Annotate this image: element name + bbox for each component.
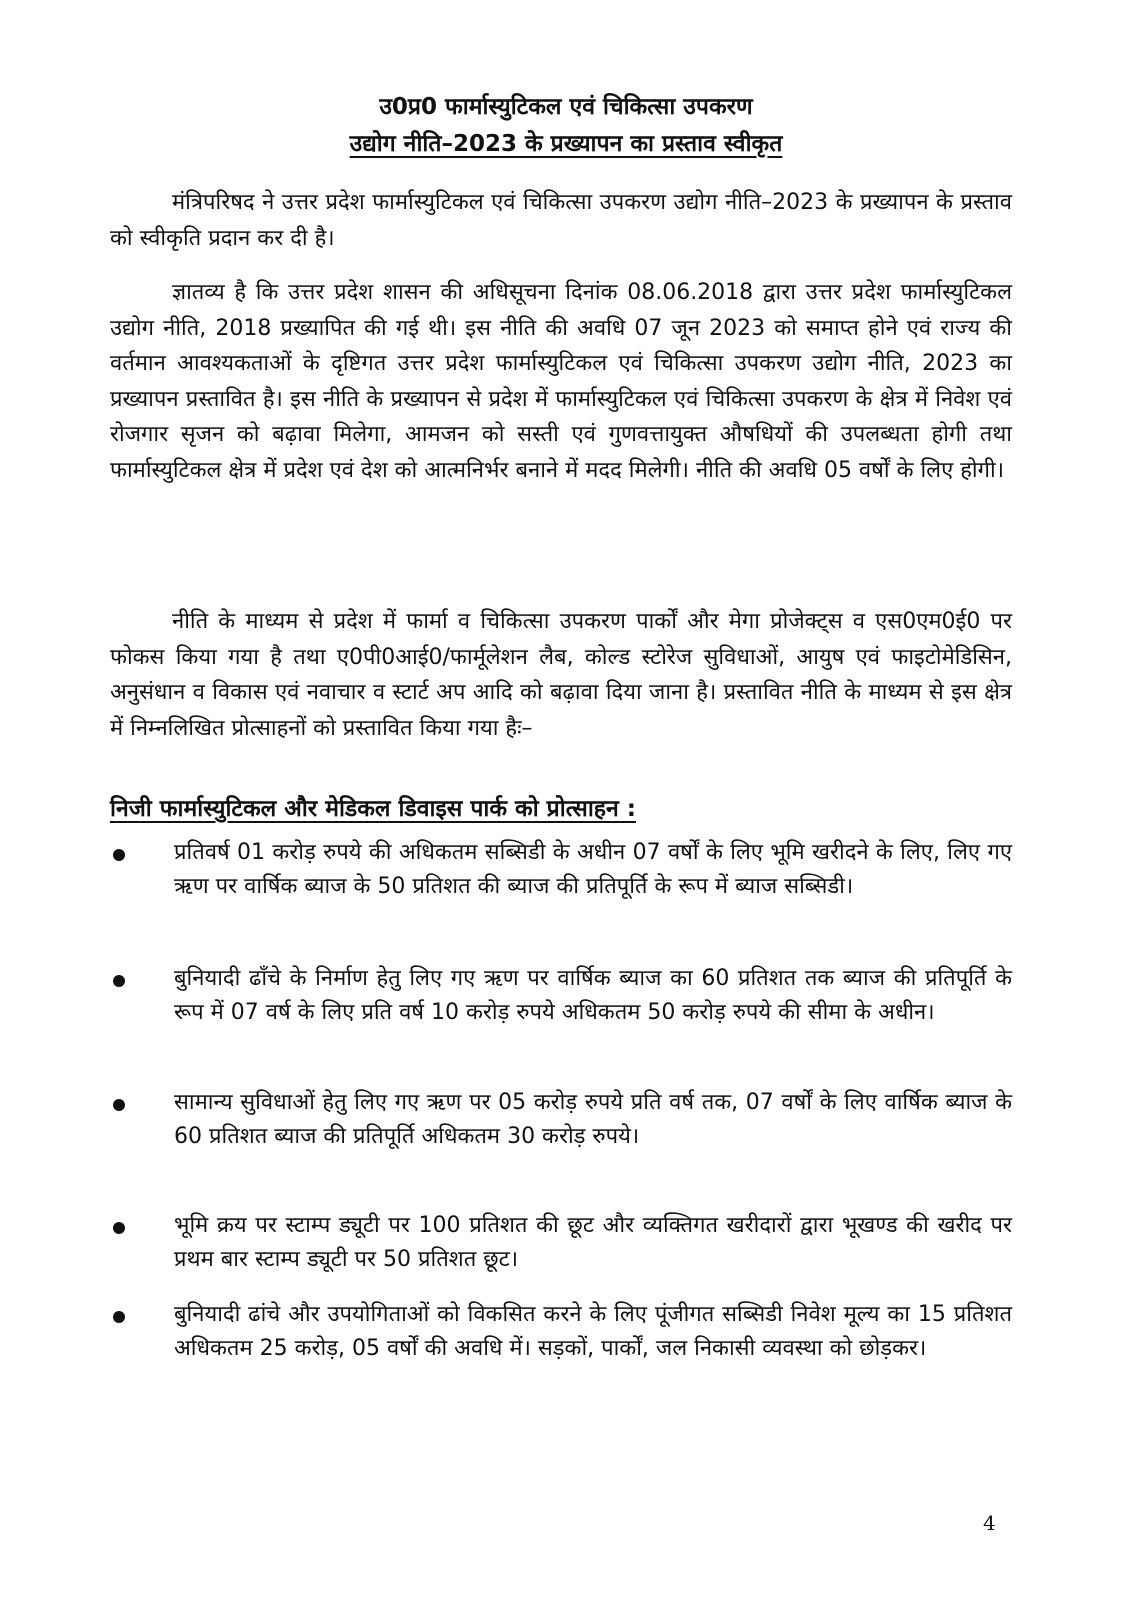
document-title-line-2-text: उद्योग नीति–2023 के प्रख्यापन का प्रस्ताव स्वीकृत [349, 131, 783, 157]
list-item-text: सामान्य सुविधाओं हेतु लिए गए ऋण पर 05 करोड़ रुपये प्रति वर्ष तक, 07 वर्षों के लिए वार्षिक ब्याज के 60 प्रतिशत ब्याज की प्रतिपूर्ति अधिकतम 30 करोड़ रुपये। [174, 1090, 1012, 1149]
bullet-icon [113, 849, 125, 861]
page-number: 4 [983, 1511, 996, 1535]
paragraph-cabinet-approval: मंत्रिपरिषद ने उत्तर प्रदेश फार्मास्युटिकल एवं चिकित्सा उपकरण उद्योग नीति–2023 के प्रख्यापन के प्रस्ताव को स्वीकृति प्रदान कर दी है। [110, 190, 1012, 251]
paragraph-background: ज्ञातव्य है कि उत्तर प्रदेश शासन की अधिसूचना दिनांक 08.06.2018 द्वारा उत्तर प्रदेश फार्मास्युटिकल उद्योग नीति, 2018 प्रख्यापित की गई थी। इस नीति की अवधि 07 जून 2023 को समाप्त होने एवं राज्य की वर्तमान आवश्यकताओं के दृष्टिगत उत्तर प्रदेश फार्मास्युटिकल एवं चिकित्सा उपकरण उद्योग नीति, 2023 का प्रख्यापन प्रस्तावित है। इस नीति के प्रख्यापन से प्रदेश में फार्मास्युटिकल एवं चिकित्सा उपकरण के क्षेत्र में निवेश एवं रोजगार सृजन को बढ़ावा मिलेगा, आमजन को सस्ती एवं गुणवत्तायुक्त औषधियों की उपलब्धता होगी तथा फार्मास्युटिकल क्षेत्र में प्रदेश एवं देश को आत्मनिर्भर बनाने में मदद मिलेगी। नीति की अवधि 05 वर्षों के लिए होगी। [110, 280, 1012, 483]
list-item-text: भूमि क्रय पर स्टाम्प ड्यूटी पर 100 प्रतिशत की छूट और व्यक्तिगत खरीदारों द्वारा भूखण्ड की खरीद पर प्रथम बार स्टाम्प ड्यूटी पर 50 प्रतिशत छूट। [174, 1213, 1012, 1272]
document-title-line-1: उ0प्र0 फार्मास्युटिकल एवं चिकित्सा उपकरण [379, 94, 753, 120]
list-item-text: बुनियादी ढांचे और उपयोगिताओं को विकसित करने के लिए पूंजीगत सब्सिडी निवेश मूल्य का 15 प्रतिशत अधिकतम 25 करोड़, 05 वर्षों की अवधि में। सड़कों, पार्कों, जल निकासी व्यवस्था को छोड़कर। [174, 1302, 1012, 1361]
document-title-line-2 [0, 128, 1132, 160]
bullet-icon [113, 1311, 125, 1323]
paragraph-policy-focus: नीति के माध्यम से प्रदेश में फार्मा व चिकित्सा उपकरण पार्कों और मेगा प्रोजेक्ट्स व एस0एम0ई0 पर फोकस किया गया है तथा ए0पी0आई0/फार्मूलेशन लैब, कोल्ड स्टोरेज सुविधाओं, आयुष एवं फाइटोमेडिसिन, अनुसंधान व विकास एवं नवाचार व स्टार्ट अप आदि को बढ़ावा दिया जाना है। प्रस्तावित नीति के माध्यम से इस क्षेत्र में निम्नलिखित प्रोत्साहनों को प्रस्तावित किया गया हैः– [110, 609, 1012, 741]
list-item-text: प्रतिवर्ष 01 करोड़ रुपये की अधिकतम सब्सिडी के अधीन 07 वर्षों के लिए भूमि खरीदने के लिए, लिए गए ऋण पर वार्षिक ब्याज के 50 प्रतिशत की ब्याज की प्रतिपूर्ति के रूप में ब्याज सब्सिडी। [174, 840, 1012, 899]
section-heading-park-incentives: निजी फार्मास्युटिकल और मेडिकल डिवाइस पार्क को प्रोत्साहन : [110, 796, 636, 822]
bullet-icon [113, 975, 125, 987]
list-item-text: बुनियादी ढाँचे के निर्माण हेतु लिए गए ऋण पर वार्षिक ब्याज का 60 प्रतिशत तक ब्याज की प्रतिपूर्ति के रूप में 07 वर्ष के लिए प्रति वर्ष 10 करोड़ रुपये अधिकतम 50 करोड़ रुपये की सीमा के अधीन। [174, 966, 1012, 1025]
bullet-icon [113, 1222, 125, 1234]
bullet-icon [113, 1099, 125, 1111]
